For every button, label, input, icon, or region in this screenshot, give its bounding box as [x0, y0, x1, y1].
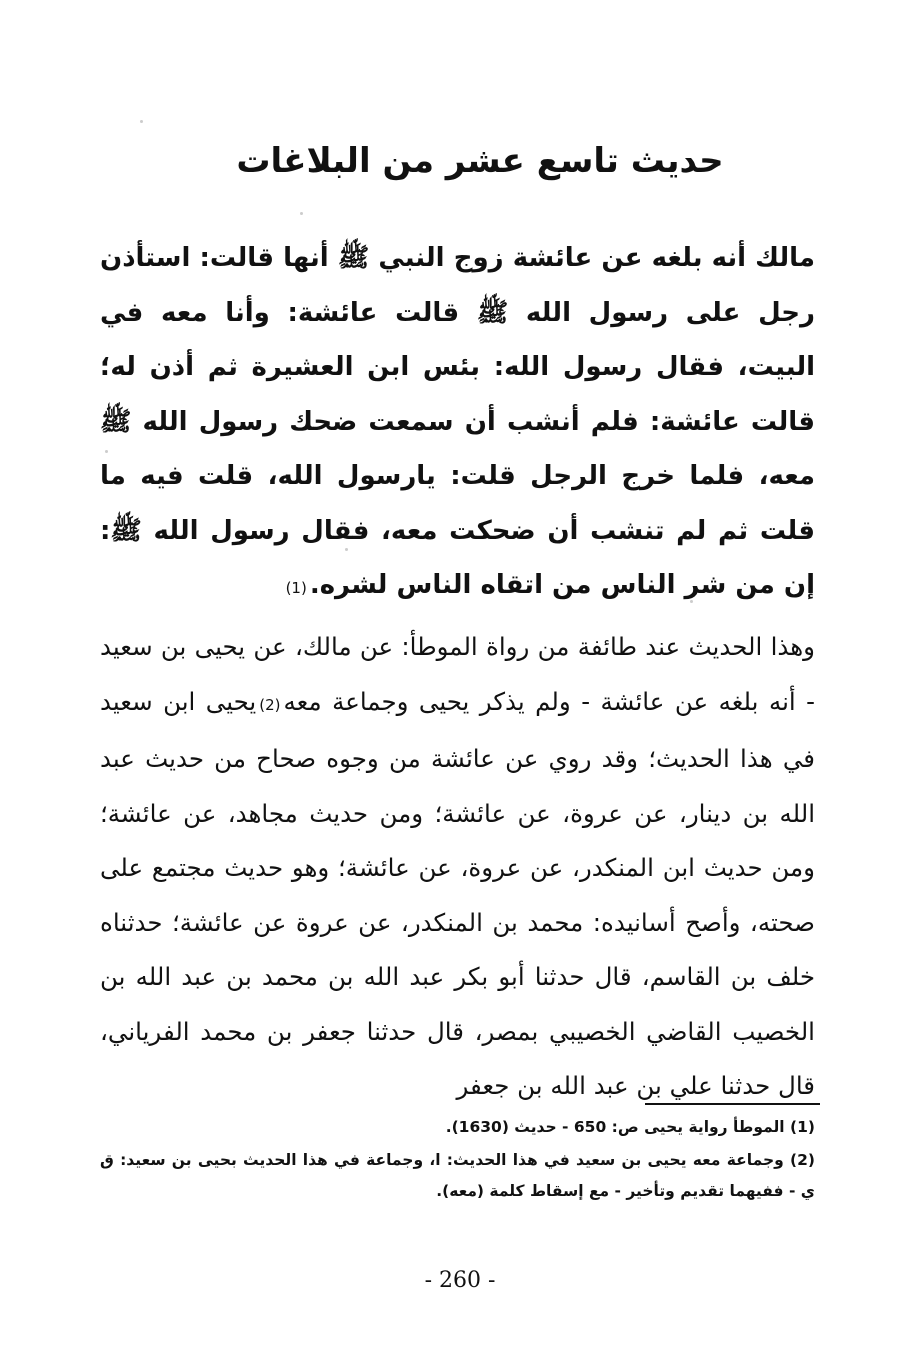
scan-speck [300, 212, 303, 215]
commentary-after-ref: يحيى ابن سعيد في هذا الحديث؛ وقد روي عن عائشة من وجوه صحاح من حديث عبد الله بن دينار، عن عروة، عن عائشة؛ ومن حديث مجاهد، عن عائشة؛ ومن حديث ابن المنكدر، عن عروة، عن عائشة؛ وهو حديث مجتمع على صحته، وأصح أسانيده: محمد بن المنكدر، عن عروة عن عائشة؛ حدثناه خلف بن القاسم، قال حدثنا أبو بكر عبد الله بن محمد بن عبد الله بن الخصيب القاضي الخصيبي بمصر، قال حدثنا جعفر بن محمد الفرياني، قال حدثنا علي بن عبد الله بن جعفر [100, 686, 815, 1100]
footnotes [100, 1112, 815, 1209]
scan-speck [345, 548, 348, 551]
scan-speck [140, 120, 143, 123]
scan-speck [690, 600, 693, 603]
footnote-2: (2) وجماعة معه يحيى بن سعيد في هذا الحديث: ا، وجماعة في هذا الحديث بحيى بن سعيد: ق ي - ففيهما تقديم وتأخير - مع إسقاط كلمة (معه). [100, 1151, 815, 1200]
footnote-ref-1[interactable]: (1) [285, 579, 307, 597]
footnote-ref-2[interactable]: (2) [259, 695, 281, 714]
commentary-text [100, 620, 815, 1114]
chapter-title: حديث تاسع عشر من البلاغات [236, 141, 724, 181]
hadith-body: مالك أنه بلغه عن عائشة زوج النبي ﷺ أنها قالت: استأذن رجل على رسول الله ﷺ قالت عائشة: وأنا معه في البيت، فقال رسول الله: بئس ابن العشيرة ثم أذن له؛ قالت عائشة: فلم أنشب أن سمعت ضحك رسول الله ﷺ معه، فلما خرج الرجل قلت: يارسول الله، قلت فيه ما قلت ثم لم تنشب أن ضحكت معه، فقال رسول الله ﷺ: إن من شر الناس من اتقاه الناس لشره. [100, 243, 815, 600]
scan-speck [105, 450, 108, 453]
hadith-text [100, 231, 815, 616]
commentary-before-ref: وهذا الحديث عند طائفة من رواة الموطأ: عن مالك، عن يحيى بن سعيد - أنه بلغه عن عائشة - ولم يذكر يحيى وجماعة معه [100, 632, 816, 716]
page-number: - 260 - [424, 1268, 496, 1293]
footnote-divider [645, 1103, 820, 1105]
footnote-1: (1) الموطأ رواية يحيى ص: 650 - حديث (1630). [445, 1118, 815, 1136]
